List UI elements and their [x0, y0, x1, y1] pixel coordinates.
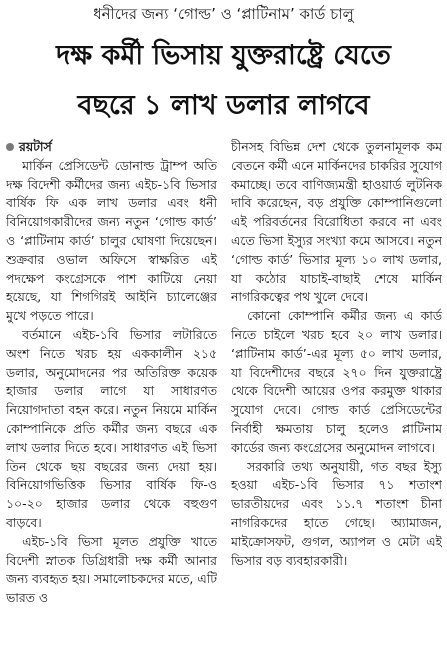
article-body	[6, 138, 442, 644]
byline-source: রয়টার্স	[19, 139, 52, 154]
paragraph: বর্তমানে এইচ-১বি ভিসার লটারিতে অংশ নিতে খরচ হয় এককালীন ২১৫ ডলার, অনুমোদনের পর অতিরিক্ত কয়েক হাজার ডলার লাগে যা সাধারণত নিয়োগদাতা বহন করে। নতুন নিয়মে মার্কিন কোম্পানিকে প্রতি কর্মীর জন্য বছরে এক লাখ ডলার দিতে হবে। সাধারণত এই ভিসা তিন থেকে ছয় বছরের জন্য দেয়া হয়। বিনিয়োগভিত্তিক ভিসার বার্ষিক ফি-ও ১০-২০ হাজার ডলার থেকে বহুগুণ বাড়বে।	[6, 326, 217, 530]
headline-line-2: বছরে ১ লাখ ডলার লাগবে	[77, 90, 370, 121]
paragraph: এইচ-১বি ভিসা মূলত প্রযুক্তি খাতে বিদেশী স্নাতক ডিগ্রিধারী দক্ষ কর্মী আনার জন্য ব্যবহৃত হয়। সমালোচকদের মতে, এটি ভারত ও	[6, 533, 217, 606]
byline	[6, 138, 217, 157]
headline-line-1: দক্ষ কর্মী ভিসায় যুক্তরাষ্ট্রে যেতে	[56, 40, 391, 71]
column-right	[231, 138, 442, 644]
paragraph: সরকারি তথ্য অনুযায়ী, গত বছর ইস্যু হওয়া এইচ-১বি ভিসার ৭১ শতাংশ ভারতীয়দের এবং ১১.৭ শতাংশ চীনা নাগরিকদের হাতে গেছে। অ্যামাজন, মাইক্রোসফট, গুগল, অ্যাপল ও মেটা এই ভিসার বড় ব্যবহারকারী।	[231, 458, 442, 568]
paragraph: মার্কিন প্রেসিডেন্ট ডোনাল্ড ট্রাম্প অতি দক্ষ বিদেশী কর্মীদের জন্য এইচ-১বি ভিসার বার্ষিক ফি এক লাখ ডলার এবং ধনী বিনিয়োগকারীদের জন্য নতুন ‘গোল্ড কার্ড’ ও ‘প্লাটিনাম কার্ড’ চালুর ঘোষণা দিয়েছেন। শুক্রবার ওভাল অফিসে স্বাক্ষরিত এই পদক্ষেপ কংগ্রেসকে পাশ কাটিয়ে নেয়া হয়েছে, যা শিগগিরই আইনি চ্যালেঞ্জের মুখে পড়তে পারে।	[6, 157, 217, 324]
column-left	[6, 138, 217, 644]
bullet-icon	[6, 143, 14, 151]
kicker: ধনীদের জন্য ‘গোল্ড’ ও ‘প্লাটিনাম’ কার্ড চালু	[93, 5, 354, 23]
paragraph: চীনসহ বিভিন্ন দেশ থেকে তুলনামূলক কম বেতনে কর্মী এনে মার্কিনদের চাকরির সুযোগ কমাচ্ছে। তবে বাণিজ্যমন্ত্রী হাওয়ার্ড লুটনিক দাবি করেছেন, বড় প্রযুক্তি কোম্পানিগুলো এই পরিবর্তনের বিরোধিতা করবে না এবং এতে ভিসা ইস্যুর সংখ্যা কমে আসবে। নতুন ‘গোল্ড কার্ড’ ভিসার মূল্য ১০ লাখ ডলার, যা কঠোর যাচাই-বাছাই শেষে মার্কিন নাগরিকত্বের পথ খুলে দেবে।	[231, 139, 442, 305]
paragraph: কোনো কোম্পানি কর্মীর জন্য এ কার্ড নিতে চাইলে খরচ হবে ২০ লাখ ডলার। ‘প্লাটিনাম কার্ড’-এর মূল্য ৫০ লাখ ডলার, যা বিদেশীদের বছরে ২৭০ দিন যুক্তরাষ্ট্রে থেকে বিদেশী আয়ের ওপর করমুক্ত থাকার সুযোগ দেবে। গোল্ড কার্ড প্রেসিডেন্টের নির্বাহী ক্ষমতায় চালু হলেও প্লাটিনাম কার্ডের জন্য কংগ্রেসের অনুমোদন লাগবে।	[231, 308, 442, 455]
